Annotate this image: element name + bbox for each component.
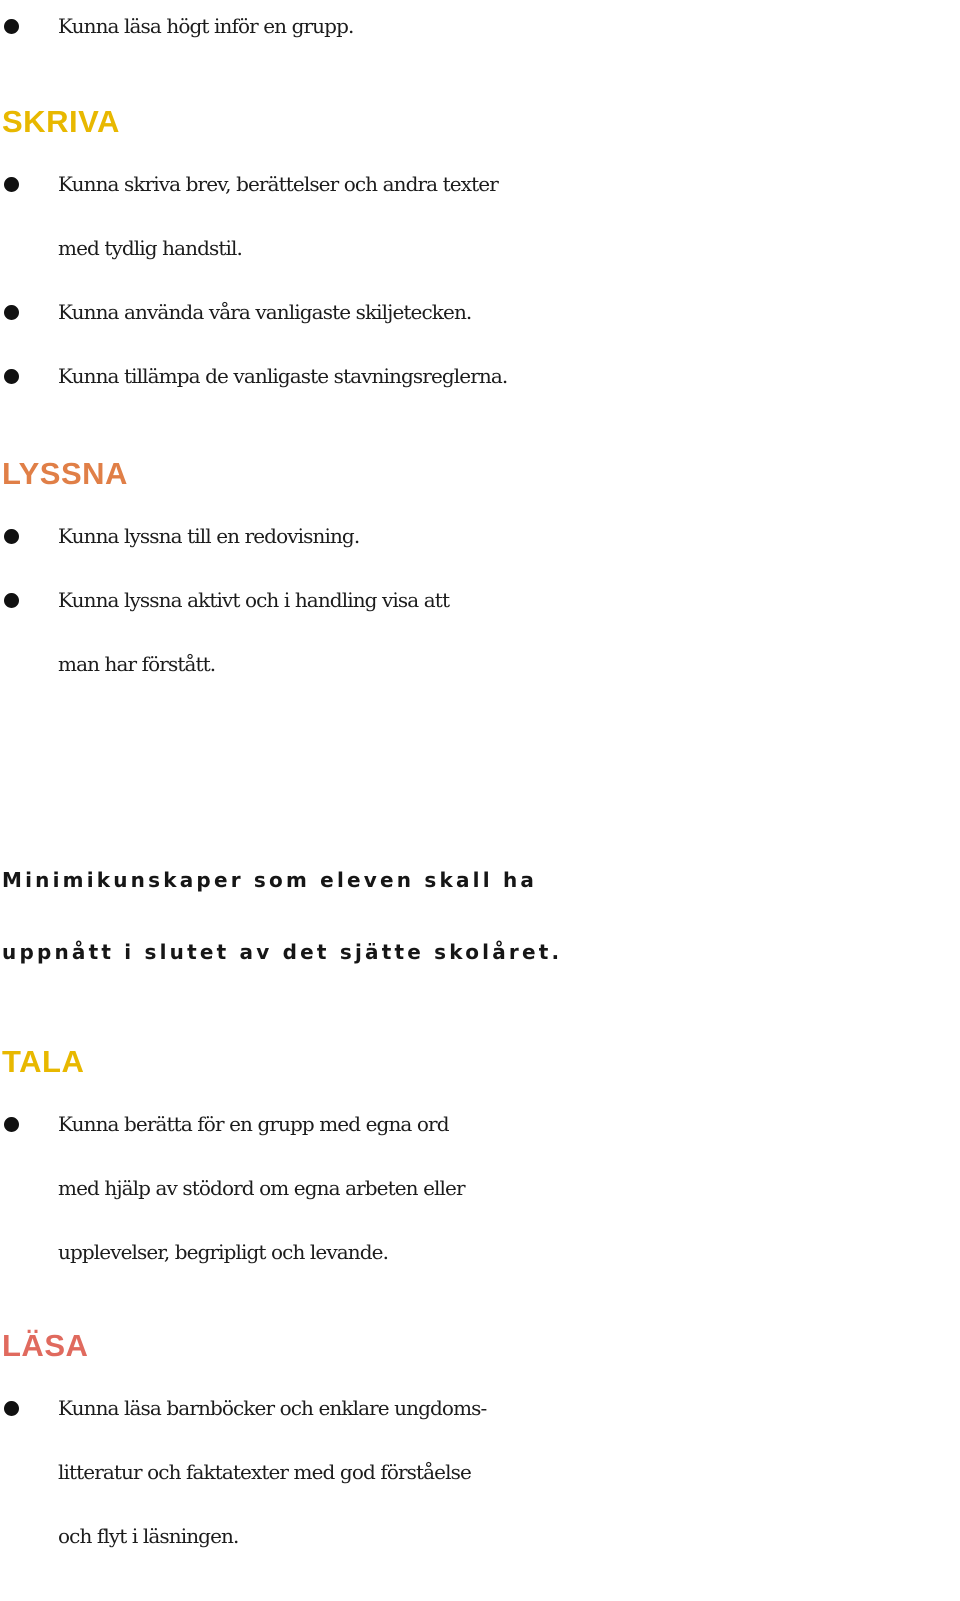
section-label-skriva: SKRIVA [2,104,120,139]
list-item-text: Kunna skriva brev, berättelser och andra texter [58,172,498,196]
list-item-skriva-1 [0,152,960,216]
list-item-tala-1-continuation [0,1156,960,1220]
bullet-icon [4,177,19,192]
bullet-icon [4,529,19,544]
list-item-lyssna-2 [0,568,960,632]
bullet-icon [4,305,19,320]
list-item-read-aloud [0,0,960,58]
list-item-lasa-1-continuation [0,1440,960,1504]
list-item-text: Kunna lyssna aktivt och i handling visa att [58,588,450,612]
list-item-lasa-1 [0,1376,960,1440]
list-item-lasa-1-continuation [0,1504,960,1568]
list-item-text: Kunna läsa högt inför en grupp. [58,14,354,38]
list-item-tala-1 [0,1092,960,1156]
section-heading-line-2: uppnått i slutet av det sjätte skolåret. [2,940,563,964]
list-item-text: Kunna berätta för en grupp med egna ord [58,1112,449,1136]
list-item-skriva-1-continuation [0,216,960,280]
list-item-skriva-2 [0,280,960,344]
bullet-icon [4,1117,19,1132]
section-label-tala: TALA [2,1044,85,1079]
list-item-skriva-3 [0,344,960,408]
bullet-icon [4,593,19,608]
list-item-text: litteratur och faktatexter med god förståelse [58,1460,471,1484]
list-item-tala-1-continuation [0,1220,960,1284]
section-label-lyssna: LYSSNA [2,456,128,491]
list-item-text: Kunna lyssna till en redovisning. [58,524,360,548]
list-item-text: och flyt i läsningen. [58,1524,239,1548]
bullet-icon [4,1401,19,1416]
list-item-text: upplevelser, begripligt och levande. [58,1240,389,1264]
list-item-text: med hjälp av stödord om egna arbeten eller [58,1176,465,1200]
section-label-lasa: LÄSA [2,1328,89,1363]
list-item-lyssna-2-continuation [0,632,960,696]
list-item-text: man har förstått. [58,652,216,676]
list-item-text: Kunna läsa barnböcker och enklare ungdoms- [58,1396,487,1420]
bullet-icon [4,19,19,34]
section-heading-line-1: Minimikunskaper som eleven skall ha [2,868,538,892]
list-item-text: med tydlig handstil. [58,236,242,260]
bullet-icon [4,369,19,384]
list-item-text: Kunna tillämpa de vanligaste stavningsreglerna. [58,364,508,388]
list-item-lyssna-1 [0,504,960,568]
list-item-text: Kunna använda våra vanligaste skiljetecken. [58,300,472,324]
